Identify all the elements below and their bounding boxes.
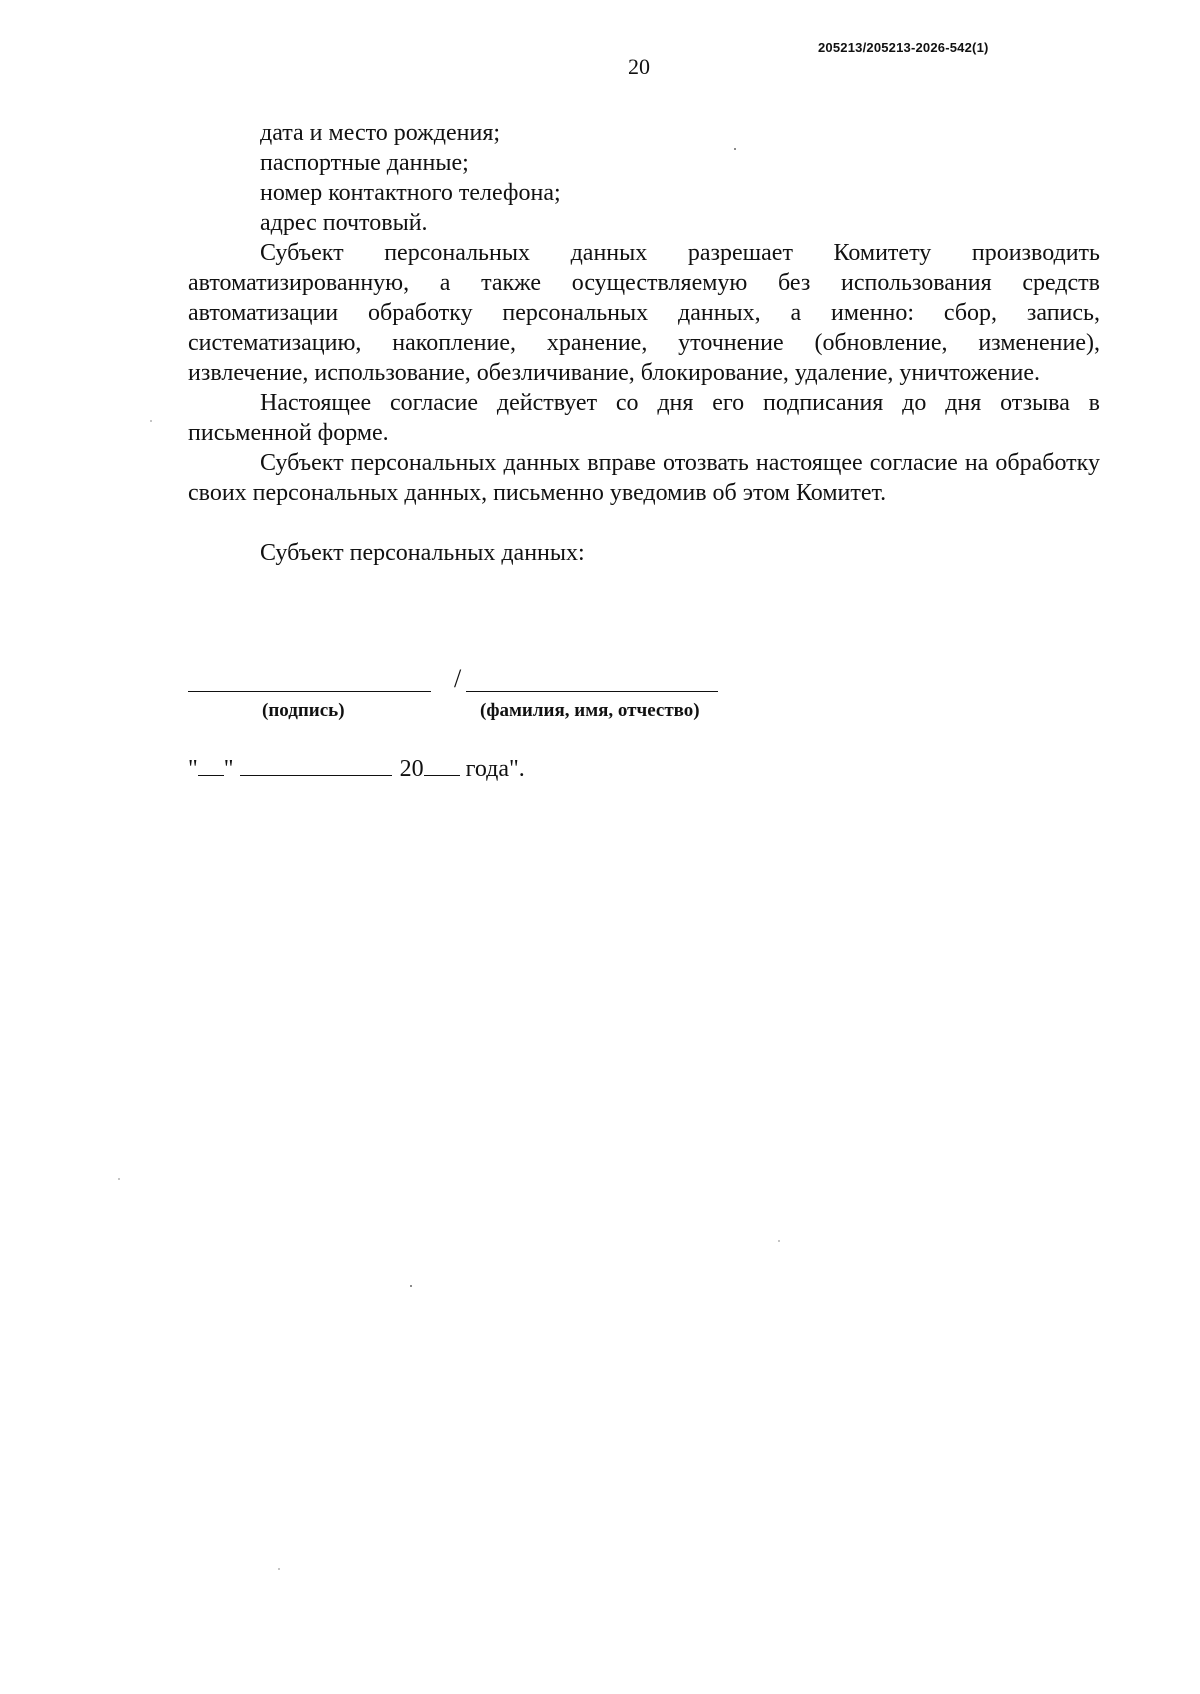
full-name-field-line[interactable] bbox=[466, 691, 718, 692]
list-item: дата и место рождения; bbox=[260, 120, 501, 146]
document-id: 205213/205213-2026-542(1) bbox=[818, 40, 989, 55]
paragraph-revocation: Субъект персональных данных вправе отозвать настоящее согласие на обработку своих персональных данных, письменно уведомив об этом Комитет. bbox=[188, 450, 1100, 506]
signature-field-line[interactable] bbox=[188, 691, 431, 692]
year-field-line[interactable] bbox=[424, 774, 460, 776]
subject-heading: Субъект персональных данных: bbox=[260, 540, 585, 566]
date-suffix: года". bbox=[465, 756, 525, 782]
signature-caption: (подпись) bbox=[262, 700, 345, 721]
signature-separator: / bbox=[454, 664, 462, 693]
scan-speck bbox=[778, 1240, 780, 1242]
scan-speck bbox=[410, 1285, 412, 1287]
scan-speck bbox=[150, 420, 152, 422]
full-name-caption: (фамилия, имя, отчество) bbox=[480, 700, 700, 721]
day-field-line[interactable] bbox=[198, 774, 224, 776]
year-prefix: 20 bbox=[399, 756, 424, 782]
list-item: номер контактного телефона; bbox=[260, 180, 561, 206]
date-line bbox=[188, 756, 525, 783]
month-field-line[interactable] bbox=[240, 774, 392, 776]
scan-speck bbox=[734, 148, 736, 150]
date-close-quote: " bbox=[223, 756, 234, 782]
date-open-quote: " bbox=[188, 756, 198, 782]
signature-block bbox=[188, 666, 748, 726]
list-item: паспортные данные; bbox=[260, 150, 469, 176]
paragraph-processing-consent: Субъект персональных данных разрешает Комитету производить автоматизированную, а также осуществляемую без использования средств автоматизации обработку персональных данных, а именно: сбор, запись, систематизацию, накопление, хранение, уточнение (обновление, изменение), извлечение, использование, обезличивание, блокирование, удаление, уничтожение. bbox=[188, 240, 1100, 386]
paragraph-validity: Настоящее согласие действует со дня его подписания до дня отзыва в письменной форме. bbox=[188, 390, 1100, 446]
scan-speck bbox=[278, 1568, 280, 1570]
list-item: адрес почтовый. bbox=[260, 210, 428, 236]
document-body bbox=[188, 118, 1100, 568]
scan-speck bbox=[118, 1178, 120, 1180]
page-number: 20 bbox=[628, 54, 650, 79]
